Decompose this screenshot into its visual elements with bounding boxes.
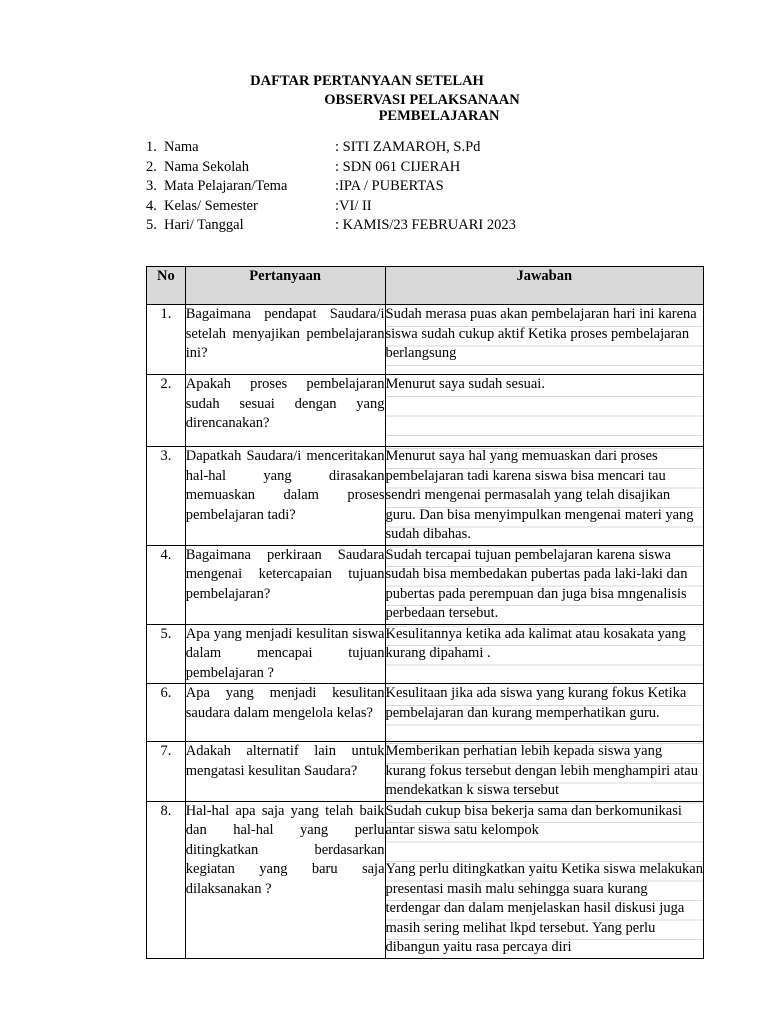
identity-value: :IPA / PUBERTAS: [335, 178, 444, 194]
row-answer-cell: [385, 801, 704, 958]
row-answer: Kesulitannya ketika ada kalimat atau kosakata yang kurang dipahami .: [385, 624, 704, 684]
table-row: [147, 801, 704, 958]
identity-row-sekolah: [146, 158, 516, 178]
identity-number: 3.: [146, 178, 157, 194]
row-question: Adakah alternatif lain untuk mengatasi kesulitan Saudara?: [185, 742, 385, 802]
identity-label: Nama Sekolah: [164, 158, 249, 175]
table-row: [147, 545, 704, 624]
identity-value: : SITI ZAMAROH, S.Pd: [335, 139, 481, 155]
doc-title-line-1: DAFTAR PERTANYAAN SETELAH: [250, 73, 484, 89]
table-row: [147, 684, 704, 742]
table-row: [147, 624, 704, 684]
row-question: Apakah proses pembelajaran sudah sesuai dengan yang direncanakan?: [185, 375, 385, 447]
identity-number: 5.: [146, 217, 157, 233]
row-answer-continued: Yang perlu ditingkatkan yaitu Ketika siswa melakukan presentasi masih malu sehingga suara kurang terdengar dan dalam menjelaskan hasil diskusi juga masih sering melihat lkpd tersebut. Yang perlu dibangun yaitu rasa percaya diri: [385, 861, 703, 955]
identity-number: 1.: [146, 139, 157, 155]
row-number: 7.: [147, 742, 186, 802]
row-question: Apa yang menjadi kesulitan siswa dalam mencapai tujuan pembelajaran ?: [185, 624, 385, 684]
table-row: [147, 742, 704, 802]
row-number: 2.: [147, 375, 186, 447]
doc-title-line-2: OBSERVASI PELAKSANAAN: [324, 92, 520, 108]
identity-label: Hari/ Tanggal: [164, 217, 244, 233]
row-answer: Memberikan perhatian lebih kepada siswa yang kurang fokus tersebut dengan lebih menghampiri atau mendekatkan k siswa tersebut: [385, 742, 704, 802]
table-row: [147, 305, 704, 375]
identity-row-kelas: [146, 197, 516, 217]
row-answer: Kesulitaan jika ada siswa yang kurang fokus Ketika pembelajaran dan kurang memperhatikan guru.: [385, 684, 704, 742]
identity-row-mapel: [146, 177, 516, 197]
identity-value: : KAMIS/23 FEBRUARI 2023: [335, 217, 516, 233]
identity-number: 4.: [146, 197, 157, 214]
row-answer: Sudah cukup bisa bekerja sama dan berkomunikasi antar siswa satu kelompok: [385, 802, 682, 838]
table-header-row: [147, 267, 704, 305]
row-number: 4.: [147, 545, 186, 624]
row-answer: Menurut saya sudah sesuai.: [385, 375, 704, 447]
header-question: Pertanyaan: [185, 267, 385, 305]
identity-label: Nama: [164, 139, 199, 155]
row-answer: Sudah tercapai tujuan pembelajaran karena siswa sudah bisa membedakan pubertas pada laki-laki dan pubertas pada perempuan dan juga bisa mngenalisis perbedaan tersebut.: [385, 545, 704, 624]
table-row: [147, 447, 704, 546]
header-answer: Jawaban: [385, 267, 704, 305]
doc-title-line-3: PEMBELAJARAN: [378, 108, 500, 124]
identity-number: 2.: [146, 158, 157, 175]
identity-label: Mata Pelajaran/Tema: [164, 178, 288, 194]
identity-value: : SDN 061 CIJERAH: [335, 158, 461, 175]
table-row: [147, 375, 704, 447]
row-question: Bagaimana perkiraan Saudara mengenai ketercapaian tujuan pembelajaran?: [185, 545, 385, 624]
row-number: 3.: [147, 447, 186, 546]
identity-row-nama: [146, 138, 516, 158]
question-answer-table: [146, 266, 704, 959]
row-number: 5.: [147, 624, 186, 684]
row-answer: Sudah merasa puas akan pembelajaran hari ini karena siswa sudah cukup aktif Ketika proses pembelajaran berlangsung: [385, 305, 704, 375]
row-answer: Menurut saya hal yang memuaskan dari proses pembelajaran tadi karena siswa bisa mencari tau sendri mengenai permasalah yang telah disajikan guru. Dan bisa menyimpulkan mengenai materi yang sudah dibahas.: [385, 447, 704, 546]
row-question: Bagaimana pendapat Saudara/i setelah menyajikan pembelajaran ini?: [185, 305, 385, 375]
row-number: 8.: [147, 801, 186, 958]
identity-label: Kelas/ Semester: [164, 197, 258, 214]
paragraph-gap: [386, 841, 704, 861]
identity-value: :VI/ II: [335, 197, 372, 214]
row-question: Dapatkah Saudara/i menceritakan hal-hal yang dirasakan memuaskan dalam proses pembelajaran tadi?: [185, 447, 385, 546]
identity-list: [146, 138, 516, 236]
identity-row-tanggal: [146, 216, 516, 236]
row-question: Hal-hal apa saja yang telah baik dan hal-hal yang perlu ditingkatkan berdasarkan kegiatan yang baru saja dilaksanakan ?: [185, 801, 385, 958]
row-question: Apa yang menjadi kesulitan saudara dalam mengelola kelas?: [185, 684, 385, 742]
row-number: 6.: [147, 684, 186, 742]
header-no: No: [147, 267, 186, 305]
row-number: 1.: [147, 305, 186, 375]
